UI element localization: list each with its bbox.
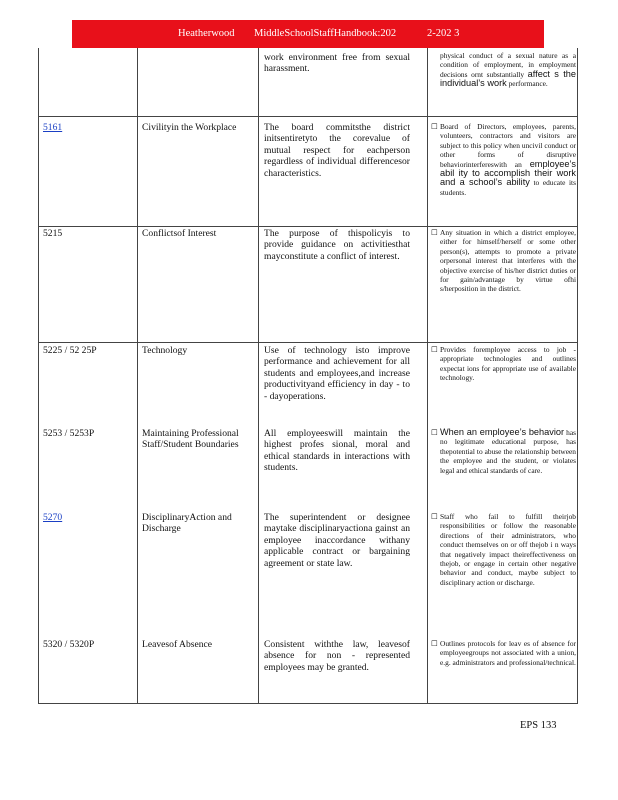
desc-emphasis: When an employee’s behavior — [440, 427, 565, 437]
desc-small: Provides foremployee access to job - appropriate technologies and outlines expectat ions for appropriate use of available technology. — [440, 345, 576, 383]
policy-code: 5215 — [43, 228, 63, 239]
policy-code-link[interactable]: 5161 — [43, 122, 63, 133]
bullet-box-icon: ☐ — [431, 228, 438, 237]
carryover-desc-small: physical conduct of a sexual nature as a condition of employment, in employment decisions ornt substantially — [440, 51, 576, 79]
policy-title: Conflictsof Interest — [142, 228, 217, 239]
row-divider — [38, 342, 578, 343]
policy-code: 5320 / 5320P — [43, 639, 95, 650]
desc-small: Any situation in which a district employee, either for himself/herself or some other person(s), attempts to promote a private orpersonal interest that interferes with the objective exercise of his/her district duties or for gain/advantage by virtue ofhi s/herposition in the district. — [440, 228, 576, 294]
carryover-description — [440, 51, 576, 89]
table-border-left — [38, 48, 39, 704]
policy-title: Maintaining Professional Staff/Student Boundaries — [142, 428, 239, 451]
bullet-box-icon: ☐ — [431, 512, 438, 521]
policy-summary: Consistent withthe law, leavesof absence for non - represented employees may be granted. — [264, 639, 410, 673]
policy-summary: All employeeswill maintain the highest profes sional, moral and ethical standards in interactions with students. — [264, 428, 410, 474]
policy-summary: The purpose of thispolicyis to provide guidance on activitiesthat mayconstitute a conflict of interest. — [264, 228, 410, 262]
policy-table — [38, 48, 578, 704]
policy-description — [431, 122, 576, 197]
carryover-desc-tail: performance. — [508, 79, 548, 89]
policy-title: Leavesof Absence — [142, 639, 213, 650]
policy-description — [431, 639, 576, 667]
row-divider — [38, 703, 578, 704]
carryover-summary: work environment free from sexual harassment. — [264, 52, 410, 75]
policy-code: 5253 / 5253P — [43, 428, 95, 439]
page-header — [72, 20, 544, 48]
row-divider — [38, 116, 578, 117]
bullet-box-icon: ☐ — [431, 122, 438, 131]
column-divider — [137, 48, 138, 704]
policy-code: 5225 / 52 25P — [43, 345, 97, 356]
row-divider — [38, 226, 578, 227]
column-divider — [427, 48, 428, 704]
policy-title: DisciplinaryAction and Discharge — [142, 512, 232, 535]
page-number: EPS 133 — [520, 720, 557, 731]
policy-summary: The superintendent or designee maytake disciplinaryactiona gainst an employee inaccordance withany applicable contract or bargaining agreement or state law. — [264, 512, 410, 569]
policy-description — [431, 427, 576, 475]
policy-summary: Use of technology isto improve performance and achievement for all students and employees,and increase productivityand efficiency in day - to - dayoperations. — [264, 345, 410, 402]
policy-summary: The board commitsthe district initsentiretyto the corevalue of mutual respect for eachperson regardless of individual differencesor characteristics. — [264, 122, 410, 179]
policy-title: Civilityin the Workplace — [142, 122, 237, 133]
header-handbook: MiddleSchoolStaffHandbook:202 — [254, 28, 397, 39]
bullet-box-icon: ☐ — [431, 639, 438, 648]
desc-small: Board of Directors, employees, parents, volunteers, contractors and visitors are subject to this policy when uncivil conduct or other forms of disruptive behaviorinterfereswith an — [440, 122, 576, 169]
desc-small: Staff who fail to fulfill theirjob responsibilities or follow the reasonable directions of their administrators, who conduct themselves on or off thejob i n ways that negatively impact theireffectiveness on thejob, or engage in certain other negative behavior and conduct, maybe subject to disciplinary action or discharge. — [440, 512, 576, 587]
policy-title: Technology — [142, 345, 188, 356]
bullet-box-icon: ☐ — [431, 428, 438, 437]
bullet-box-icon: ☐ — [431, 345, 438, 354]
header-years: 2-202 3 — [427, 28, 460, 39]
desc-tail: to educate its students. — [440, 178, 576, 197]
desc-emphasis: employee’s abil ity to accomplish their work and a school’s ability — [440, 158, 576, 188]
policy-code-link[interactable]: 5270 — [43, 512, 63, 523]
carryover-desc-emphasis: affect s the individual’s work — [440, 68, 577, 89]
column-divider — [258, 48, 259, 704]
policy-description — [431, 512, 576, 587]
desc-tail: has no legitimate educational purpose, has thepotential to abuse the relationship between the employee and the student, or violates legal and ethical standards of care. — [440, 428, 576, 475]
policy-description — [431, 228, 576, 294]
header-school: Heatherwood — [178, 28, 235, 39]
desc-small: Outlines protocols for leav es of absence for employeegroups not associated with a union, e.g. administrators and professional/technical. — [440, 639, 576, 667]
policy-description — [431, 345, 576, 383]
table-border-right — [577, 48, 578, 704]
